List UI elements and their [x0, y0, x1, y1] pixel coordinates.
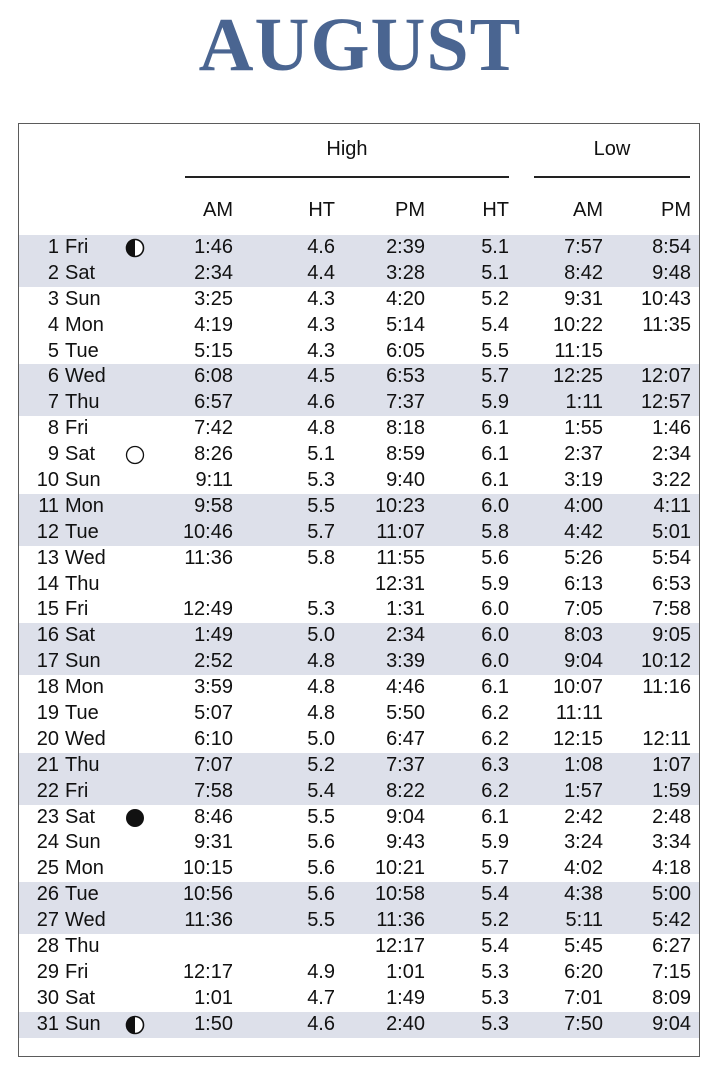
- high-am-time: 10:15: [182, 857, 233, 880]
- low-pm-time: 3:34: [652, 831, 691, 854]
- day-number: 13: [36, 546, 59, 569]
- high-am-time: 6:10: [194, 727, 233, 750]
- weekday: Sat: [65, 624, 96, 647]
- weekday: Thu: [65, 391, 100, 414]
- day-number: 25: [36, 857, 59, 880]
- high-am-height: 5.1: [307, 443, 335, 466]
- high-pm-height: 5.1: [481, 236, 509, 258]
- weekday: Tue: [65, 520, 99, 543]
- high-pm-height: 5.9: [481, 572, 509, 595]
- high-pm-height: 5.7: [481, 857, 509, 880]
- low-am-time: 1:11: [565, 391, 603, 414]
- day-number: 28: [36, 935, 59, 958]
- low-am-time: 8:42: [564, 261, 603, 284]
- day-number: 2: [47, 261, 59, 284]
- high-am-time: 9:31: [194, 831, 233, 854]
- high-pm-height: 5.4: [481, 935, 509, 958]
- high-am-height: 4.6: [307, 1012, 335, 1035]
- high-am-time: 5:15: [194, 339, 233, 362]
- column-header-high-pm-ht: HT: [482, 199, 509, 221]
- table-row: [19, 339, 699, 365]
- low-pm-time: 8:09: [652, 986, 691, 1009]
- high-group-rule: [185, 176, 509, 178]
- high-am-time: 1:46: [194, 236, 233, 258]
- high-pm-time: 8:59: [386, 443, 425, 466]
- low-am-time: 7:57: [564, 236, 603, 258]
- high-am-time: 12:17: [182, 960, 233, 983]
- low-pm-time: 7:58: [652, 598, 691, 621]
- high-am-time: 12:49: [182, 598, 233, 621]
- day-number: 8: [47, 417, 59, 440]
- table-row: [19, 287, 699, 313]
- high-am-time: 6:08: [194, 365, 233, 388]
- table-row: [19, 261, 699, 287]
- table-row: [19, 830, 699, 856]
- day-number: 31: [36, 1012, 59, 1035]
- high-pm-time: 2:39: [386, 236, 425, 258]
- high-am-height: 4.4: [307, 261, 335, 284]
- low-am-time: 3:24: [564, 831, 603, 854]
- table-row: [19, 675, 699, 701]
- low-pm-time: 7:15: [652, 960, 691, 983]
- table-row: [19, 572, 699, 598]
- page-title: AUGUST: [198, 3, 522, 87]
- low-pm-time: 6:27: [652, 935, 691, 958]
- low-am-time: 3:19: [564, 469, 603, 492]
- weekday: Mon: [65, 313, 104, 336]
- day-number: 22: [36, 779, 59, 802]
- high-am-height: 5.5: [307, 909, 335, 932]
- table-row: [19, 623, 699, 649]
- table-row: [19, 442, 699, 468]
- high-pm-height: 6.1: [481, 443, 509, 466]
- low-pm-time: 5:54: [652, 546, 691, 569]
- high-am-time: 7:07: [194, 753, 233, 776]
- table-row: [19, 986, 699, 1012]
- weekday: Fri: [65, 779, 89, 802]
- high-pm-height: 6.0: [481, 624, 509, 647]
- table-row: [19, 701, 699, 727]
- high-am-height: 4.3: [307, 313, 335, 336]
- low-pm-time: 1:59: [652, 779, 691, 802]
- low-am-time: 5:45: [564, 935, 603, 958]
- high-am-height: 5.6: [307, 831, 335, 854]
- high-am-time: 10:46: [182, 520, 233, 543]
- high-am-height: 5.3: [307, 469, 335, 492]
- high-am-height: 5.7: [307, 520, 335, 543]
- last-quarter-moon-icon: [122, 1012, 148, 1038]
- weekday: Thu: [65, 935, 100, 958]
- high-pm-height: 6.2: [481, 702, 509, 725]
- day-number: 27: [36, 909, 59, 932]
- low-am-time: 2:37: [564, 443, 603, 466]
- table-row: [19, 753, 699, 779]
- low-am-time: 8:03: [564, 624, 603, 647]
- high-pm-time: 6:05: [386, 339, 425, 362]
- day-number: 4: [47, 313, 59, 336]
- high-pm-time: 1:31: [386, 598, 425, 621]
- low-am-time: 11:11: [555, 702, 603, 725]
- low-pm-time: 9:05: [652, 624, 691, 647]
- day-number: 16: [36, 624, 59, 647]
- high-pm-height: 5.3: [481, 986, 509, 1009]
- high-tide-group-heading: High: [326, 138, 368, 160]
- day-number: 14: [36, 572, 59, 595]
- low-pm-time: 9:04: [652, 1012, 691, 1035]
- low-am-time: 5:11: [565, 909, 603, 932]
- low-tide-group-heading: Low: [593, 138, 631, 160]
- low-pm-time: 6:53: [652, 572, 691, 595]
- high-am-time: 10:56: [182, 883, 233, 906]
- high-pm-time: 9:40: [386, 469, 425, 492]
- high-am-time: 2:52: [194, 650, 233, 673]
- high-am-time: 2:34: [194, 261, 233, 284]
- low-am-time: 4:38: [564, 883, 603, 906]
- high-pm-time: 3:39: [386, 650, 425, 673]
- high-am-time: 7:42: [194, 417, 233, 440]
- high-pm-height: 6.0: [481, 598, 509, 621]
- weekday: Fri: [65, 236, 89, 258]
- weekday: Tue: [65, 339, 99, 362]
- low-am-time: 10:07: [552, 676, 603, 699]
- table-row: [19, 1012, 699, 1038]
- table-row: [19, 649, 699, 675]
- high-pm-time: 12:17: [374, 935, 425, 958]
- weekday: Fri: [65, 598, 89, 621]
- weekday: Mon: [65, 676, 104, 699]
- day-number: 20: [36, 727, 59, 750]
- high-pm-time: 7:37: [386, 753, 425, 776]
- low-pm-time: 11:16: [642, 676, 691, 699]
- high-am-height: 4.7: [307, 986, 335, 1009]
- high-pm-time: 7:37: [386, 391, 425, 414]
- table-row: [19, 856, 699, 882]
- low-pm-time: 3:22: [652, 469, 691, 492]
- high-am-height: 5.3: [307, 598, 335, 621]
- high-am-height: 5.0: [307, 624, 335, 647]
- high-am-time: 6:57: [194, 391, 233, 414]
- low-am-time: 1:57: [564, 779, 603, 802]
- low-pm-time: 9:48: [652, 261, 691, 284]
- low-pm-time: 10:43: [640, 287, 691, 310]
- table-row: [19, 390, 699, 416]
- day-number: 3: [47, 287, 59, 310]
- low-pm-time: 5:00: [652, 883, 691, 906]
- column-header-low-am: AM: [573, 199, 603, 221]
- day-number: 24: [36, 831, 59, 854]
- high-pm-time: 10:21: [374, 857, 425, 880]
- high-pm-height: 6.0: [481, 650, 509, 673]
- high-pm-height: 5.3: [481, 960, 509, 983]
- new-moon-icon: [122, 805, 148, 831]
- high-pm-time: 1:01: [386, 960, 425, 983]
- table-row: [19, 960, 699, 986]
- weekday: Wed: [65, 546, 106, 569]
- high-pm-time: 6:47: [386, 727, 425, 750]
- high-pm-height: 5.4: [481, 883, 509, 906]
- full-moon-icon: [122, 442, 148, 468]
- high-pm-time: 12:31: [374, 572, 425, 595]
- high-pm-time: 8:18: [386, 417, 425, 440]
- low-am-time: 2:42: [564, 805, 603, 828]
- table-row: [19, 597, 699, 623]
- day-number: 23: [36, 805, 59, 828]
- weekday: Thu: [65, 753, 100, 776]
- high-pm-height: 6.2: [481, 779, 509, 802]
- table-row: [19, 546, 699, 572]
- low-am-time: 6:20: [564, 960, 603, 983]
- table-body: [19, 235, 699, 1038]
- weekday: Thu: [65, 572, 100, 595]
- weekday: Sat: [65, 986, 96, 1009]
- high-pm-height: 5.8: [481, 520, 509, 543]
- high-am-height: 5.4: [307, 779, 335, 802]
- high-am-time: 11:36: [184, 909, 233, 932]
- high-am-height: 5.8: [307, 546, 335, 569]
- high-am-height: 4.3: [307, 287, 335, 310]
- low-am-time: 1:08: [564, 753, 603, 776]
- high-am-time: 1:49: [194, 624, 233, 647]
- first-quarter-moon-icon: [122, 235, 148, 261]
- high-am-time: 3:59: [194, 676, 233, 699]
- day-number: 15: [36, 598, 59, 621]
- weekday: Sat: [65, 261, 96, 284]
- high-am-time: 8:46: [194, 805, 233, 828]
- day-number: 7: [47, 391, 59, 414]
- high-pm-height: 6.1: [481, 469, 509, 492]
- high-am-height: 4.6: [307, 391, 335, 414]
- high-am-height: 5.5: [307, 805, 335, 828]
- table-row: [19, 364, 699, 390]
- high-am-height: 4.8: [307, 417, 335, 440]
- low-am-time: 10:22: [552, 313, 603, 336]
- high-am-time: 1:01: [194, 986, 233, 1009]
- weekday: Mon: [65, 494, 104, 517]
- high-pm-height: 5.9: [481, 831, 509, 854]
- day-number: 18: [36, 676, 59, 699]
- weekday: Tue: [65, 883, 99, 906]
- low-am-time: 12:25: [552, 365, 603, 388]
- weekday: Wed: [65, 909, 106, 932]
- low-pm-time: 1:46: [652, 417, 691, 440]
- high-pm-time: 11:55: [376, 546, 425, 569]
- low-pm-time: 10:12: [640, 650, 691, 673]
- low-am-time: 1:55: [564, 417, 603, 440]
- high-am-time: 5:07: [194, 702, 233, 725]
- high-am-height: 5.6: [307, 857, 335, 880]
- high-am-time: 3:25: [194, 287, 233, 310]
- high-am-height: 5.6: [307, 883, 335, 906]
- day-number: 26: [36, 883, 59, 906]
- weekday: Sun: [65, 469, 101, 492]
- low-pm-time: 1:07: [652, 753, 691, 776]
- table-row: [19, 934, 699, 960]
- low-pm-time: 12:57: [640, 391, 691, 414]
- column-header-high-am-ht: HT: [308, 199, 335, 221]
- tide-table: [18, 123, 700, 1057]
- high-pm-height: 6.3: [481, 753, 509, 776]
- weekday: Wed: [65, 727, 106, 750]
- day-number: 17: [36, 650, 59, 673]
- high-am-height: 5.2: [307, 753, 335, 776]
- low-pm-time: 4:11: [653, 494, 691, 517]
- low-am-time: 7:50: [564, 1012, 603, 1035]
- high-am-time: 9:11: [195, 469, 233, 492]
- low-pm-time: 4:18: [652, 857, 691, 880]
- high-am-time: 4:19: [194, 313, 233, 336]
- high-pm-time: 10:58: [374, 883, 425, 906]
- high-am-time: 1:50: [194, 1012, 233, 1035]
- column-header-high-am: AM: [203, 199, 233, 221]
- high-pm-height: 6.1: [481, 676, 509, 699]
- high-am-height: 5.5: [307, 494, 335, 517]
- high-am-height: 4.9: [307, 960, 335, 983]
- low-pm-time: 5:42: [652, 909, 691, 932]
- low-am-time: 4:02: [564, 857, 603, 880]
- weekday: Tue: [65, 702, 99, 725]
- high-pm-height: 5.7: [481, 365, 509, 388]
- weekday: Wed: [65, 365, 106, 388]
- high-am-time: 9:58: [194, 494, 233, 517]
- low-pm-time: 2:48: [652, 805, 691, 828]
- low-am-time: 9:31: [564, 287, 603, 310]
- day-number: 9: [47, 443, 59, 466]
- day-number: 19: [36, 702, 59, 725]
- day-number: 30: [36, 986, 59, 1009]
- high-am-height: 4.8: [307, 676, 335, 699]
- high-am-height: 5.0: [307, 727, 335, 750]
- column-header-high-pm: PM: [395, 199, 425, 221]
- low-pm-time: 2:34: [652, 443, 691, 466]
- table-row: [19, 313, 699, 339]
- high-pm-height: 5.6: [481, 546, 509, 569]
- table-row: [19, 520, 699, 546]
- day-number: 21: [36, 753, 59, 776]
- low-am-time: 4:42: [564, 520, 603, 543]
- day-number: 11: [38, 494, 59, 517]
- high-pm-time: 5:50: [386, 702, 425, 725]
- high-pm-height: 6.2: [481, 727, 509, 750]
- high-pm-height: 6.1: [481, 805, 509, 828]
- high-pm-height: 5.4: [481, 313, 509, 336]
- table-row: [19, 235, 699, 261]
- high-pm-time: 5:14: [386, 313, 425, 336]
- day-number: 29: [36, 960, 59, 983]
- high-pm-time: 6:53: [386, 365, 425, 388]
- column-header-low-pm: PM: [661, 199, 691, 221]
- high-pm-time: 9:43: [386, 831, 425, 854]
- day-number: 1: [47, 236, 59, 258]
- low-am-time: 9:04: [564, 650, 603, 673]
- day-number: 10: [36, 469, 59, 492]
- high-pm-time: 11:07: [376, 520, 425, 543]
- high-pm-time: 8:22: [386, 779, 425, 802]
- low-pm-time: 11:35: [642, 313, 691, 336]
- low-am-time: 6:13: [564, 572, 603, 595]
- weekday: Fri: [65, 417, 89, 440]
- high-pm-height: 6.0: [481, 494, 509, 517]
- low-am-time: 7:01: [564, 986, 603, 1009]
- high-am-time: 8:26: [194, 443, 233, 466]
- low-am-time: 7:05: [564, 598, 603, 621]
- high-am-height: 4.3: [307, 339, 335, 362]
- high-pm-height: 5.2: [481, 909, 509, 932]
- weekday: Sun: [65, 650, 101, 673]
- weekday: Sat: [65, 443, 96, 466]
- high-am-height: 4.8: [307, 702, 335, 725]
- low-group-rule: [534, 176, 690, 178]
- high-pm-time: 1:49: [386, 986, 425, 1009]
- high-pm-height: 5.1: [481, 261, 509, 284]
- weekday: Sun: [65, 287, 101, 310]
- high-pm-height: 5.9: [481, 391, 509, 414]
- high-am-height: 4.8: [307, 650, 335, 673]
- table-row: [19, 779, 699, 805]
- high-pm-height: 5.2: [481, 287, 509, 310]
- table-row: [19, 882, 699, 908]
- high-am-height: 4.6: [307, 236, 335, 258]
- high-pm-time: 11:36: [376, 909, 425, 932]
- table-row: [19, 727, 699, 753]
- low-pm-time: 8:54: [652, 236, 691, 258]
- high-pm-time: 2:34: [386, 624, 425, 647]
- low-am-time: 5:26: [564, 546, 603, 569]
- high-pm-time: 9:04: [386, 805, 425, 828]
- day-number: 5: [47, 339, 59, 362]
- high-pm-height: 5.3: [481, 1012, 509, 1035]
- table-row: [19, 468, 699, 494]
- high-pm-time: 4:20: [386, 287, 425, 310]
- weekday: Sat: [65, 805, 96, 828]
- high-pm-height: 5.5: [481, 339, 509, 362]
- high-pm-time: 2:40: [386, 1012, 425, 1035]
- weekday: Mon: [65, 857, 104, 880]
- table-row: [19, 416, 699, 442]
- high-pm-time: 4:46: [386, 676, 425, 699]
- low-pm-time: 12:07: [640, 365, 691, 388]
- low-am-time: 12:15: [552, 727, 603, 750]
- day-number: 12: [36, 520, 59, 543]
- high-pm-height: 6.1: [481, 417, 509, 440]
- table-row: [19, 908, 699, 934]
- weekday: Sun: [65, 831, 101, 854]
- high-pm-time: 10:23: [374, 494, 425, 517]
- low-am-time: 11:15: [554, 339, 603, 362]
- table-row: [19, 805, 699, 831]
- high-am-height: 4.5: [307, 365, 335, 388]
- low-pm-time: 12:11: [642, 727, 691, 750]
- low-pm-time: 5:01: [652, 520, 691, 543]
- high-pm-time: 3:28: [386, 261, 425, 284]
- weekday: Sun: [65, 1012, 101, 1035]
- high-am-time: 11:36: [184, 546, 233, 569]
- weekday: Fri: [65, 960, 89, 983]
- day-number: 6: [47, 365, 59, 388]
- low-am-time: 4:00: [564, 494, 603, 517]
- table-row: [19, 494, 699, 520]
- high-am-time: 7:58: [194, 779, 233, 802]
